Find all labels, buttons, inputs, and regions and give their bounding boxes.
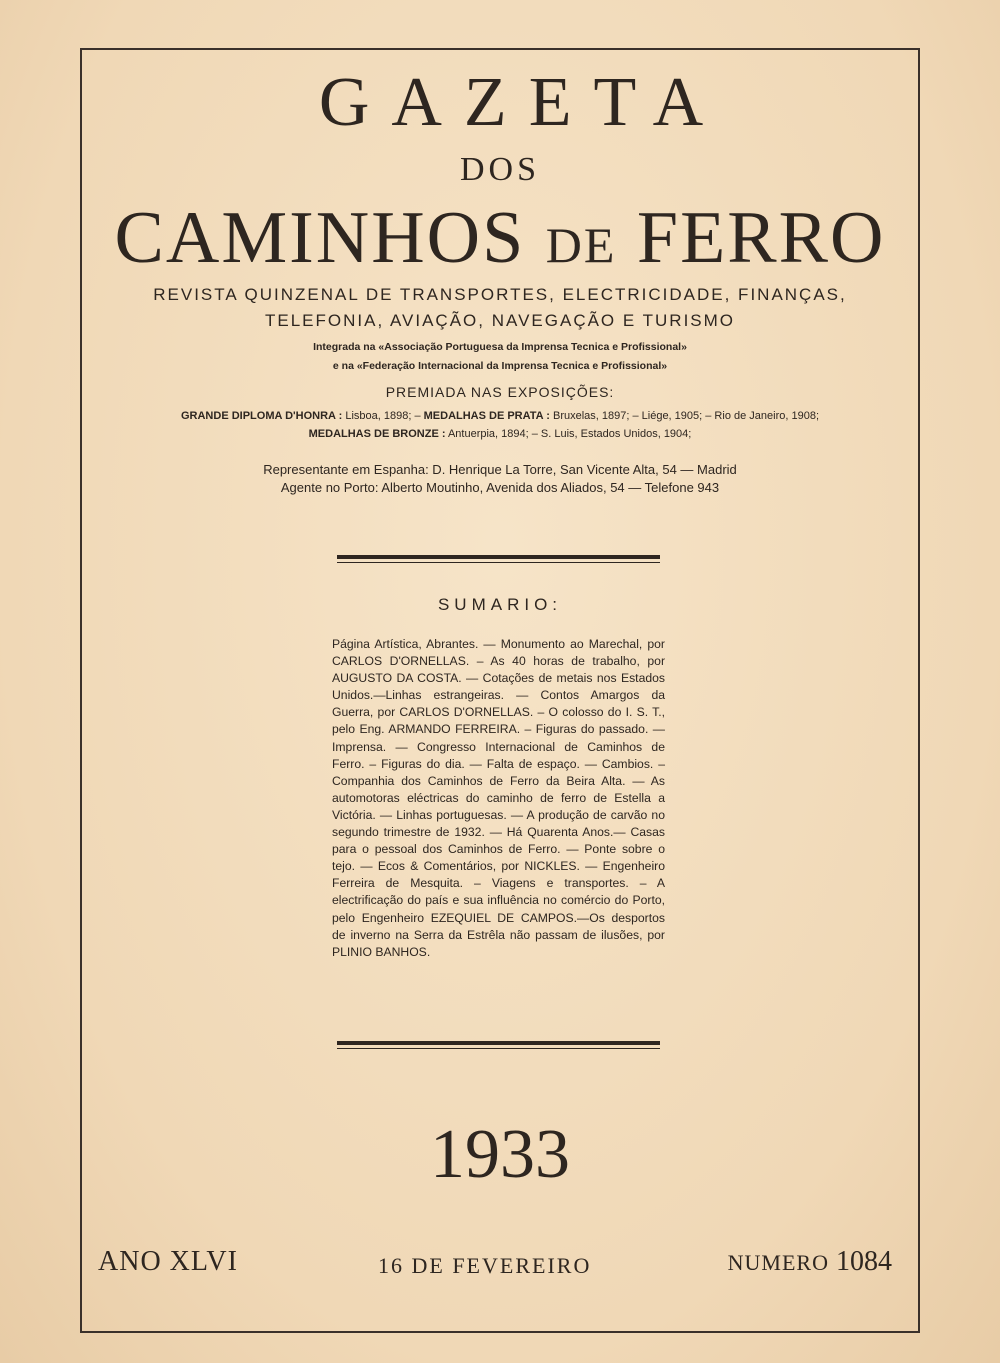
footer-numero-label: NUMERO (727, 1250, 829, 1275)
award-label-medalhas-bronze: MEDALHAS DE BRONZE : (308, 428, 446, 440)
issue-year: 1933 (430, 1116, 570, 1193)
masthead-word-ferro: FERRO (636, 197, 886, 279)
award-text-prata: Bruxelas, 1897; – Liége, 1905; – Rio de Janeiro, 1908; (549, 410, 819, 422)
integrada-line-2: e na «Federação Internacional da Imprensa Tecnica e Profissional» (332, 360, 668, 372)
divider-rule-bottom (337, 1041, 660, 1049)
footer-numero (728, 1244, 892, 1281)
representante-line: Representante em Espanha: D. Henrique La Torre, San Vicente Alta, 54 — Madrid (263, 462, 737, 477)
awards-line-2 (80, 426, 920, 443)
masthead-title-gazeta: GAZETA (318, 64, 726, 141)
award-text-lisboa: Lisboa, 1898; – (342, 410, 424, 422)
agente-line: Agente no Porto: Alberto Moutinho, Avenida dos Aliados, 54 — Telefone 943 (280, 480, 720, 495)
integrada-line-1: Integrada na «Associação Portuguesa da Imprensa Tecnica e Profissional» (313, 341, 687, 353)
footer-date: 16 DE FEVEREIRO (378, 1253, 592, 1278)
award-text-bronze: Antuerpia, 1894; – S. Luis, Estados Unidos, 1904; (445, 428, 692, 440)
subtitle-line-1: REVISTA QUINZENAL DE TRANSPORTES, ELECTRICIDADE, FINANÇAS, (153, 285, 847, 304)
masthead-title-caminhos-de-ferro (80, 196, 920, 287)
award-label-grande-diploma: GRANDE DIPLOMA D'HONRA : (180, 410, 343, 422)
sumario-heading: SUMARIO: (437, 595, 563, 614)
footer-ano: ANO XLVI (98, 1246, 238, 1277)
masthead-title-dos: DOS (459, 151, 541, 188)
footer-numero-value: 1084 (836, 1246, 892, 1277)
awards-line-1 (80, 408, 920, 425)
divider-rule-top (337, 555, 660, 563)
award-label-medalhas-prata: MEDALHAS DE PRATA : (423, 410, 550, 422)
masthead-word-caminhos: CAMINHOS (114, 197, 526, 279)
subtitle-line-2: TELEFONIA, AVIAÇÃO, NAVEGAÇÃO E TURISMO (264, 311, 736, 330)
premiada-heading: PREMIADA NAS EXPOSIÇÕES: (385, 384, 615, 400)
sumario-text: Página Artística, Abrantes. — Monumento ao Marechal, por CARLOS D'ORNELLAS. – As 40 horas de trabalho, por AUGUSTO DA COSTA. — Cotações de metais nos Estados Unidos.—Linhas estrangeiras. — Contos Amargos da Guerra, por CARLOS D'ORNELLAS. – O colosso do I. S. T., pelo Eng. ARMANDO FERREIRA. – Figuras do passado. — Imprensa. — Congresso Internacional de Caminhos de Ferro. – Figuras do dia. — Falta de espaço. — Cambios. – Companhia dos Caminhos de Ferro da Beira Alta. — As automotoras eléctricas do caminho de ferro de Estella a Victória. — Linhas portuguesas. — A produção de carvão no segundo trimestre de 1932. — Há Quarenta Anos.— Casas para o pessoal dos Caminhos de Ferro. — Ponte sobre o tejo. — Ecos & Comentários, por NICKLES. — Engenheiro Ferreira de Mesquita. – Viagens e transportes. – A electrificação do país e sua influência no comércio do Porto, pelo Engenheiro EZEQUIEL DE CAMPOS.—Os desportos de inverno na Serra da Estrêla não passam de ilusões, por PLINIO BANHOS. (332, 637, 665, 959)
masthead-word-de: DE (545, 217, 617, 273)
